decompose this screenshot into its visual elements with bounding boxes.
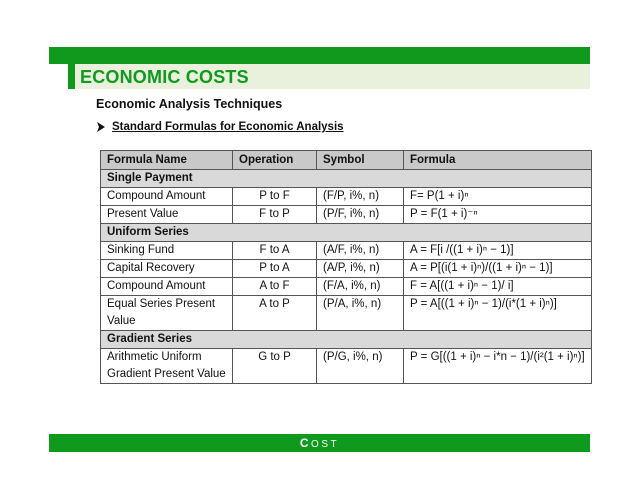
cell-symbol: (F/A, i%, n) [317, 278, 404, 296]
formula-table [100, 150, 592, 384]
cell-formula: P = F(1 + i)⁻ⁿ [404, 206, 592, 224]
table-row [101, 206, 592, 224]
cell-symbol: (A/F, i%, n) [317, 242, 404, 260]
group-row-gradient-series [101, 331, 592, 349]
cell-symbol: (P/A, i%, n) [317, 296, 404, 331]
table-row [101, 349, 592, 384]
col-header-symbol: Symbol [317, 151, 404, 170]
cell-name: Present Value [101, 206, 233, 224]
footer-bar [49, 434, 590, 452]
cell-symbol: (A/P, i%, n) [317, 260, 404, 278]
table-row [101, 260, 592, 278]
cell-formula: F = A[((1 + i)ⁿ − 1)/ i] [404, 278, 592, 296]
cell-operation: A to P [233, 296, 317, 331]
table-row [101, 278, 592, 296]
col-header-operation: Operation [233, 151, 317, 170]
cell-operation: F to P [233, 206, 317, 224]
cell-operation: P to A [233, 260, 317, 278]
cell-name: Capital Recovery [101, 260, 233, 278]
bullet-text: Standard Formulas for Economic Analysis [112, 121, 344, 133]
table-header-row [101, 151, 592, 170]
cell-formula: P = A[((1 + i)ⁿ − 1)/(i*(1 + i)ⁿ)] [404, 296, 592, 331]
cell-name: Sinking Fund [101, 242, 233, 260]
footer-initial: C [299, 436, 312, 450]
cell-name: Compound Amount [101, 278, 233, 296]
group-label: Gradient Series [101, 331, 592, 349]
cell-operation: G to P [233, 349, 317, 384]
table-row [101, 296, 592, 331]
cell-symbol: (P/F, i%, n) [317, 206, 404, 224]
cell-operation: A to F [233, 278, 317, 296]
col-header-formula: Formula [404, 151, 592, 170]
cell-name [101, 349, 233, 384]
slide-title: ECONOMIC COSTS [80, 67, 249, 87]
group-label: Single Payment [101, 170, 592, 188]
footer-text: OST [311, 439, 340, 450]
group-label: Uniform Series [101, 224, 592, 242]
cell-name-line-2: Value [107, 315, 136, 327]
table-row [101, 188, 592, 206]
group-row-single-payment [101, 170, 592, 188]
col-header-formula-name: Formula Name [101, 151, 233, 170]
bullet-item [96, 121, 344, 133]
cell-formula: F= P(1 + i)ⁿ [404, 188, 592, 206]
top-accent-bar [49, 47, 590, 64]
cell-name-line-2: Gradient Present Value [107, 368, 226, 380]
cell-formula: P = G[((1 + i)ⁿ − i*n − 1)/(i²(1 + i)ⁿ)] [404, 349, 592, 384]
cell-formula: A = F[i /((1 + i)ⁿ − 1)] [404, 242, 592, 260]
cell-formula: A = P[(i(1 + i)ⁿ)/((1 + i)ⁿ − 1)] [404, 260, 592, 278]
cell-operation: F to A [233, 242, 317, 260]
cell-name-line-1: Arithmetic Uniform [107, 351, 202, 363]
title-accent-bar [68, 64, 75, 89]
table-row [101, 242, 592, 260]
cell-operation: P to F [233, 188, 317, 206]
group-row-uniform-series [101, 224, 592, 242]
cell-symbol: (P/G, i%, n) [317, 349, 404, 384]
section-subtitle: Economic Analysis Techniques [96, 97, 283, 111]
cell-name-line-1: Equal Series Present [107, 298, 216, 310]
right-arrow-bullet-icon [96, 121, 106, 133]
cell-name: Compound Amount [101, 188, 233, 206]
cell-symbol: (F/P, i%, n) [317, 188, 404, 206]
cell-name [101, 296, 233, 331]
